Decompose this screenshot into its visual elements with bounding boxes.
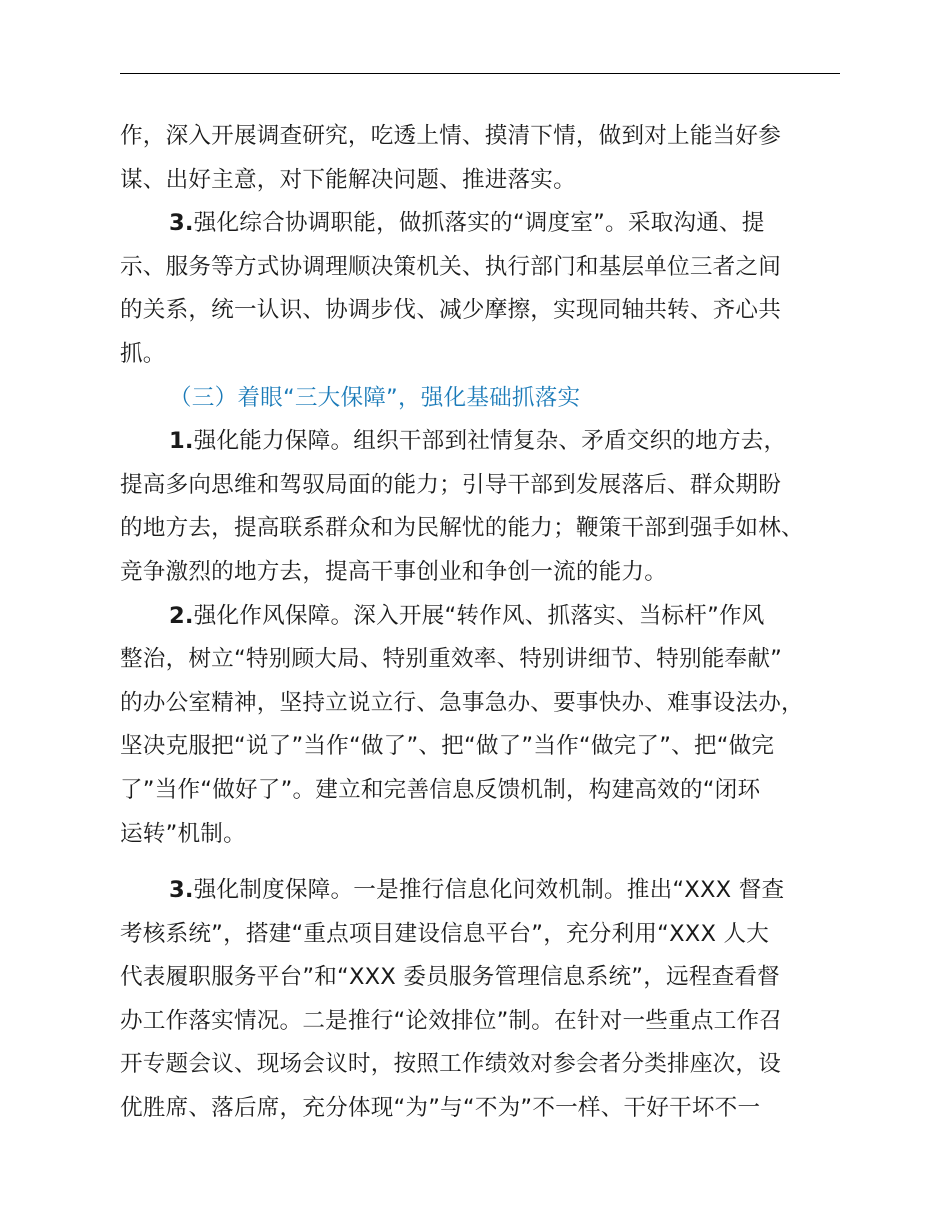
section-heading: （三）着眼“三大保障”，强化基础抓落实 — [169, 384, 581, 411]
paragraph-item-3-coordination — [120, 202, 865, 246]
text-line: 的办公室精神，坚持立说立行、急事急办、要事快办、难事设法办， — [120, 689, 804, 716]
text-line: 了”当作“做好了”。建立和完善信息反馈机制，构建高效的“闭环 — [120, 776, 761, 803]
text-line: 开专题会议、现场会议时，按照工作绩效对参会者分类排座次，设 — [120, 1051, 782, 1078]
item-number: 3. — [169, 877, 194, 904]
text-line: 提高多向思维和驾驭局面的能力；引导干部到发展落后、群众期盼 — [120, 471, 782, 498]
text-line: 强化作风保障。深入开展“转作风、抓落实、当标杆”作风 — [193, 602, 765, 629]
paragraph-item-3-system — [120, 869, 865, 913]
text-line: 示、服务等方式协调理顺决策机关、执行部门和基层单位三者之间 — [120, 253, 782, 280]
text-line: 强化制度保障。一是推行信息化问效机制。推出“XXX 督查 — [193, 877, 785, 904]
text-line: 坚决克服把“说了”当作“做了”、把“做了”当作“做完了”、把“做完 — [120, 733, 775, 760]
text-line: 运转”机制。 — [120, 820, 246, 847]
item-number: 3. — [169, 210, 194, 237]
text-line: 作，深入开展调查研究，吃透上情、摸清下情，做到对上能当好参 — [120, 123, 782, 149]
text-line: 整治，树立“特别顾大局、特别重效率、特别讲细节、特别能奉献” — [120, 646, 783, 673]
text-line: 考核系统”，搭建“重点项目建设信息平台”，充分利用“XXX 人大 — [120, 920, 770, 947]
text-line: 代表履职服务平台”和“XXX 委员服务管理信息系统”，远程查看督 — [120, 964, 780, 991]
text-line: 的关系，统一认识、协调步伐、减少摩擦，实现同轴共转、齐心共 — [120, 297, 782, 324]
text-line: 谋、出好主意，对下能解决问题、推进落实。 — [120, 166, 576, 193]
item-number: 2. — [169, 602, 194, 629]
text-line: 强化综合协调职能，做抓落实的“调度室”。采取沟通、提 — [193, 210, 765, 237]
document-body — [120, 115, 865, 1131]
text-line: 办工作落实情况。二是推行“论效排位”制。在针对一些重点工作召 — [120, 1007, 783, 1034]
paragraph-item-1-capability — [120, 420, 865, 464]
text-line: 优胜席、落后席，充分体现“为”与“不为”不一样、干好干坏不一 — [120, 1095, 761, 1122]
header-rule — [120, 73, 840, 74]
text-line: 竞争激烈的地方去，提高干事创业和争创一流的能力。 — [120, 558, 668, 585]
text-line: 强化能力保障。组织干部到社情复杂、矛盾交织的地方去， — [193, 428, 787, 455]
item-number: 1. — [169, 428, 194, 455]
text-line: 抓。 — [120, 340, 166, 367]
text-line: 的地方去，提高联系群众和为民解忧的能力；鞭策干部到强手如林、 — [120, 515, 804, 542]
paragraph-item-2-style — [120, 595, 865, 639]
